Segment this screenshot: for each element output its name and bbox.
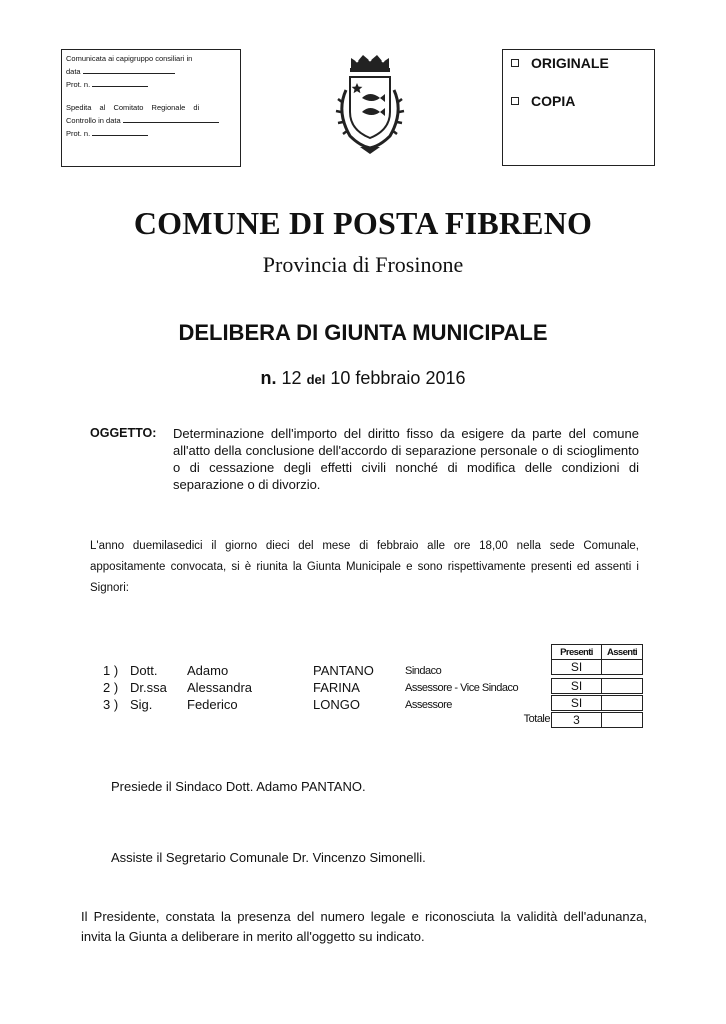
member-first-name: Alessandra [187, 680, 253, 695]
member-last-name: PANTANO [313, 663, 374, 678]
del-word: del [306, 372, 326, 387]
member-first-name: Adamo [187, 663, 229, 678]
present-cell: SI [551, 659, 602, 675]
number-prefix: n. [260, 368, 277, 388]
member-index: 1 ) [103, 663, 119, 678]
comm-controllo-label: Controllo in data [66, 116, 121, 125]
member-role: Sindaco [405, 665, 442, 677]
member-first-name: Federico [187, 697, 238, 712]
member-index: 3 ) [103, 697, 119, 712]
member-last-name: LONGO [313, 697, 360, 712]
comm-prot2-blank [92, 127, 148, 136]
oggetto-label: OGGETTO: [90, 426, 157, 440]
comm-data-blank [83, 65, 175, 74]
copy-label: COPIA [531, 93, 576, 109]
comm-prot2-label: Prot. n. [66, 129, 91, 138]
document-title: DELIBERA DI GIUNTA MUNICIPALE [178, 320, 548, 345]
absent-cell [601, 659, 643, 675]
copy-type-box [502, 49, 655, 166]
document-number: 12 [281, 368, 302, 388]
document-number-line [0, 368, 726, 389]
original-checkbox[interactable] [511, 59, 519, 67]
intro-paragraph: L'anno duemilasedici il giorno dieci del mese di febbraio alle ore 18,00 nella sede Comunale, appositamente convocata, si è riunita la Giunta Municipale e sono rispettivamente presenti ed assenti i Signori: [90, 540, 639, 594]
absent-cell [601, 678, 643, 694]
attendance-table [551, 644, 643, 728]
municipality-title: COMUNE DI POSTA FIBRENO [133, 205, 593, 241]
comm-controllo-blank [123, 114, 219, 123]
comm-line-1: Comunicata ai capigruppo consiliari in [66, 54, 193, 63]
total-label: Totale [523, 713, 550, 725]
present-cell: SI [551, 678, 602, 694]
original-label: ORIGINALE [531, 55, 609, 71]
header-present: Presenti [551, 644, 602, 660]
assiste-line: Assiste il Segretario Comunale Dr. Vincenzo Simonelli. [111, 850, 426, 865]
header-absent: Assenti [601, 644, 643, 660]
member-index: 2 ) [103, 680, 119, 695]
comm-line-4: Spedita al Comitato Regionale di [66, 103, 200, 112]
member-title: Dott. [130, 663, 158, 678]
communication-box [61, 49, 241, 167]
absent-cell [601, 695, 643, 711]
comm-data-label: data [66, 67, 81, 76]
member-title: Sig. [130, 697, 153, 712]
member-role: Assessore - Vice Sindaco [405, 682, 519, 694]
comm-prot-label: Prot. n. [66, 80, 91, 89]
document-date: 10 febbraio 2016 [330, 368, 466, 388]
presiede-line: Presiede il Sindaco Dott. Adamo PANTANO. [111, 779, 366, 794]
presidente-paragraph: Il Presidente, constata la presenza del numero legale e riconosciuta la validità dell'adunanza, invita la Giunta a deliberare in merito all'oggetto su indicato. [81, 909, 647, 944]
coat-of-arms-icon [326, 50, 414, 160]
total-present-cell: 3 [551, 712, 602, 728]
copy-checkbox[interactable] [511, 97, 519, 105]
total-absent-cell [601, 712, 643, 728]
member-role: Assessore [405, 699, 452, 711]
member-last-name: FARINA [313, 680, 360, 695]
province-subtitle: Provincia di Frosinone [262, 252, 464, 277]
present-cell: SI [551, 695, 602, 711]
oggetto-text: Determinazione dell'importo del diritto fisso da esigere da parte del comune all'atto della conclusione dell'accordo di separazione personale o di scioglimento o di cessazione degli effetti civili nonché di modifica delle condizioni di separazione o di divorzio. [173, 426, 639, 492]
comm-prot-blank [92, 78, 148, 87]
member-title: Dr.ssa [130, 680, 167, 695]
